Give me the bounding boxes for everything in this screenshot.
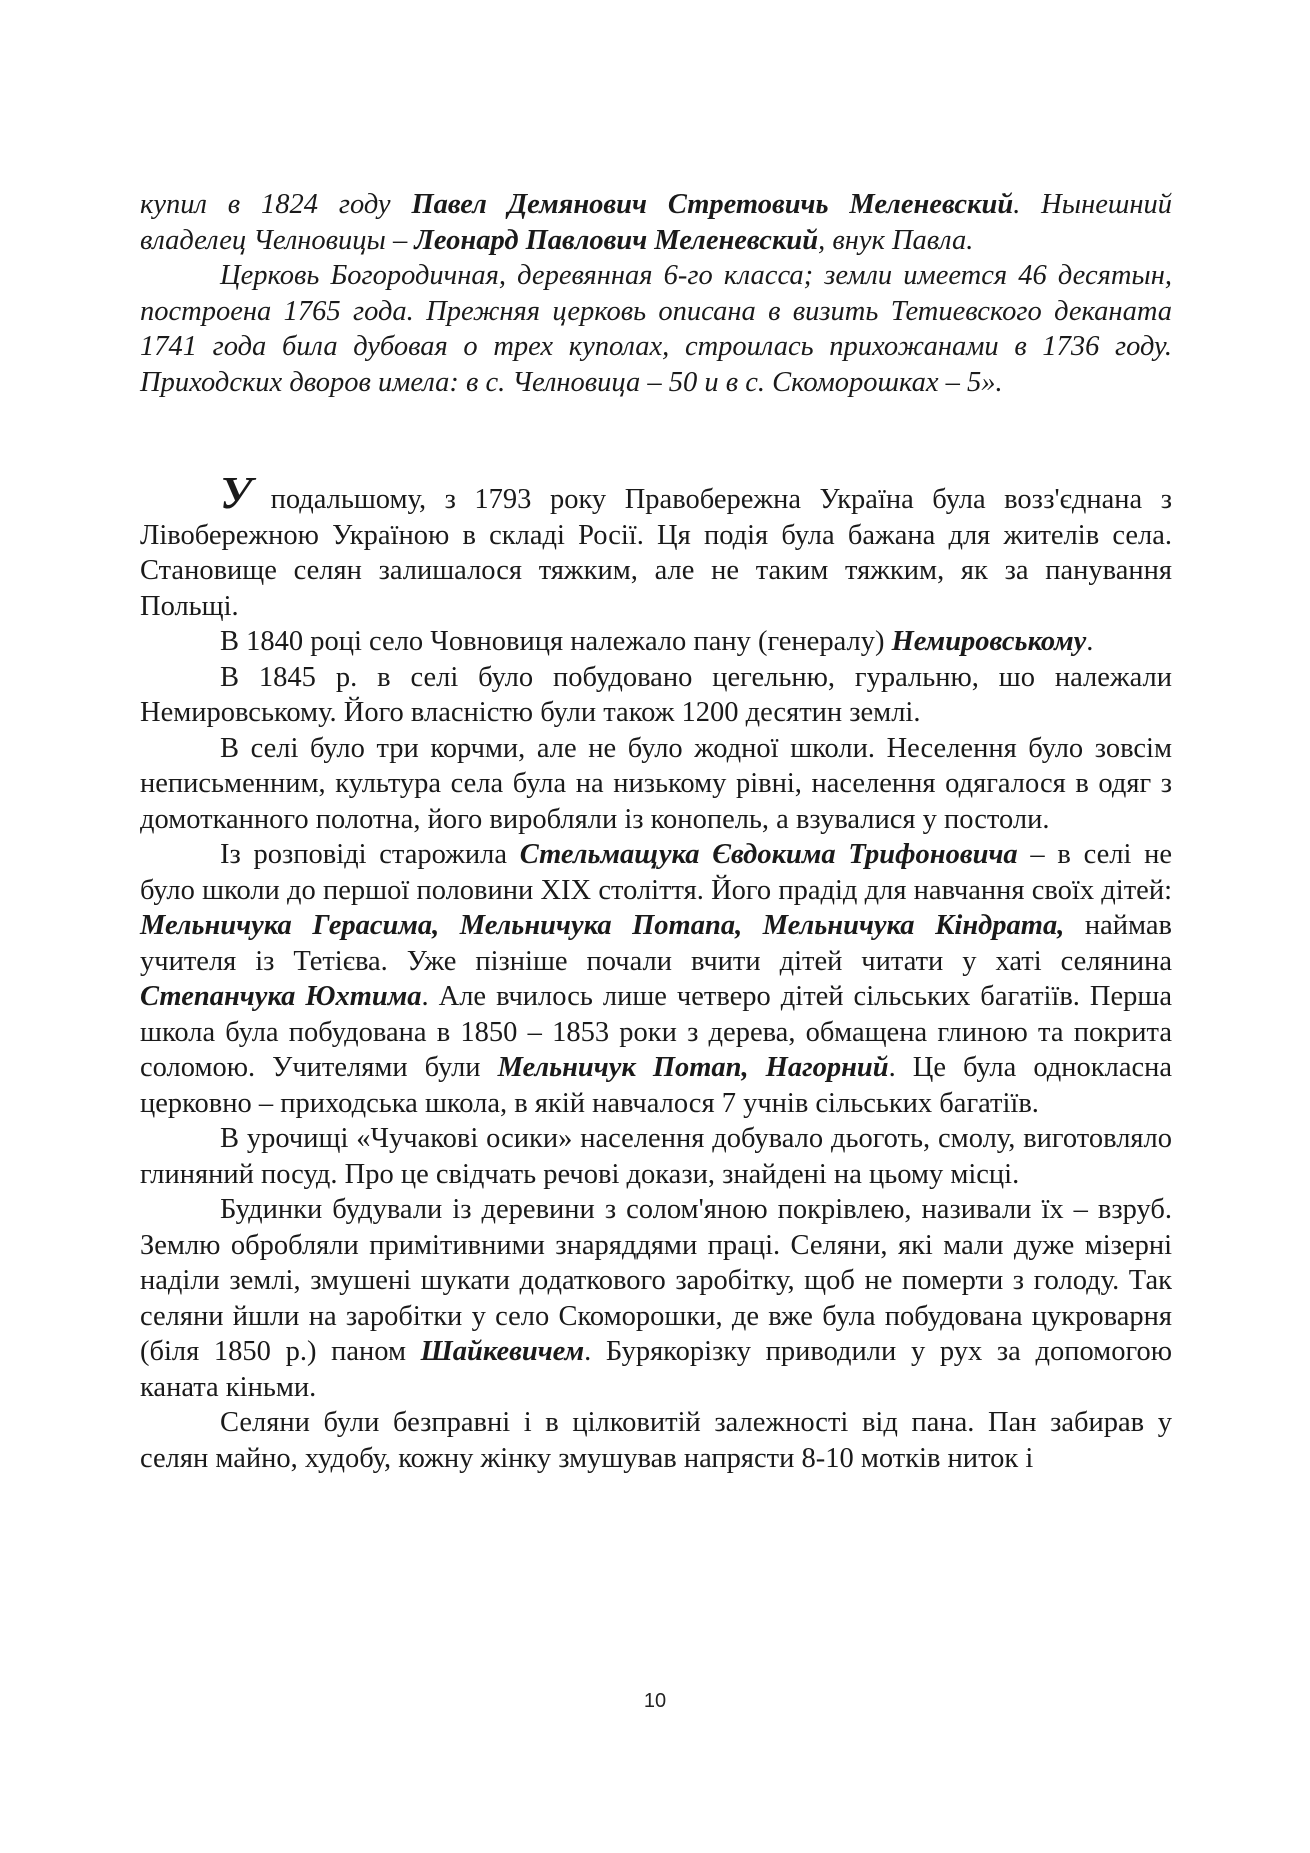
quote-text: . Нынешний владелец Челновицы – [140, 189, 1173, 256]
paragraph-text: наймав учителя із Тетієва. Уже пізніше почали вчити дітей читати у хаті селянина [140, 910, 1172, 977]
person-name: Мельничук Потап, Нагорний [497, 1052, 889, 1083]
paragraph-text: Із розповіді старожила [220, 839, 520, 870]
paragraph-text: подальшому, з 1793 року Правобережна Україна була возз'єднана з Лівобережною Україною в складі Росії. Ця подія була бажана для жителів села. Становище селян залишалося тяжким, але не таким тяжким, як за панування Польщі. [140, 484, 1172, 622]
body-paragraph [140, 837, 1172, 1121]
paragraph-text: . Це була однокласна церковно – приходська школа, в якій навчалося 7 учнів сільських багатіїв. [140, 1052, 1173, 1119]
quoted-text-block [140, 187, 1172, 400]
body-paragraph: В 1845 р. в селі було побудовано цегельню, гуральню, шо належали Немировському. Його власністю були також 1200 десятин землі. [140, 661, 1172, 728]
drop-cap: У [220, 467, 253, 518]
person-name: Немировському [891, 626, 1087, 657]
quote-paragraph: Церковь Богородичная, деревянная 6-го класса; земли имеется 46 десятын, построена 1765 года. Прежняя церковь описана в визить Тетиевского деканата 1741 года била дубовая о трех куполах, строилась прихожанами в 1736 году. Приходских дворов имела: в с. Челновица – 50 и в с. Скоморошках – 5». [140, 260, 1172, 398]
body-paragraph: Селяни були безправні і в цілковитій залежності від пана. Пан забирав у селян майно, худобу, кожну жінку змушував напрясти 8-10 мотків ниток і [140, 1407, 1172, 1474]
body-paragraph [140, 624, 1172, 660]
body-paragraph: В селі було три корчми, але не було жодної школи. Неселення було зовсім неписьменним, культура села була на низькому рівні, населення одягалося в одяг з домотканного полотна, його виробляли із конопель, а взувалися у постоли. [140, 732, 1172, 835]
paragraph-text: Будинки будували із деревини з солом'яною покрівлею, називали їх – взруб. Землю обробляли примітивними знаряддями праці. Селяни, які мали дуже мізерні наділи землі, змушені шукати додаткового заробітку, щоб не померти з голоду. Так селяни йшли на заробітки у село Скоморошки, де вже була побудована цукроварня (біля 1850 р.) паном [140, 1194, 1172, 1367]
body-paragraph [140, 1192, 1172, 1405]
person-name: Степанчука Юхтима [140, 981, 422, 1012]
paragraph-text: . Бурякорізку приводили у рух за допомогою каната кіньми. [140, 1336, 1172, 1403]
body-paragraph: В урочищі «Чучакові осики» населення добувало дьоготь, смолу, виготовляло глиняний посуд. Про це свідчать речові докази, знайдені на цьому місці. [140, 1123, 1172, 1190]
main-text-block [140, 467, 1173, 1476]
paragraph-text: . Але вчилось лише четверо дітей сільських багатіїв. Перша школа була побудована в 1850 – 1853 роки з дерева, обмащена глиною та покрита соломою. Учителями були [140, 981, 1173, 1083]
paragraph-text: В 1840 році село Човновиця належало пану (генералу) [220, 626, 892, 657]
person-name: Мельничука Герасима, Мельничука Потапа, Мельничука Кіндрата, [140, 910, 1065, 941]
quote-paragraph [140, 187, 1172, 258]
page-number: 10 [643, 1690, 667, 1712]
quote-text: , внук Павла. [818, 224, 974, 256]
person-name: Шайкевичем [420, 1336, 585, 1367]
quote-text: купил в 1824 году [140, 189, 412, 220]
paragraph-text: . [1086, 626, 1094, 657]
body-paragraph [140, 467, 1172, 624]
person-name: Леонард Павлович Меленевский [414, 224, 819, 256]
person-name: Стельмащука Євдокима Трифоновича [519, 839, 1018, 870]
person-name: Павел Демянович Стретовичь Меленевский [411, 189, 1014, 220]
paragraph-text: – в селі не було школи до першої половини XIX століття. Його прадід для навчання своїх дітей: [140, 839, 1172, 906]
